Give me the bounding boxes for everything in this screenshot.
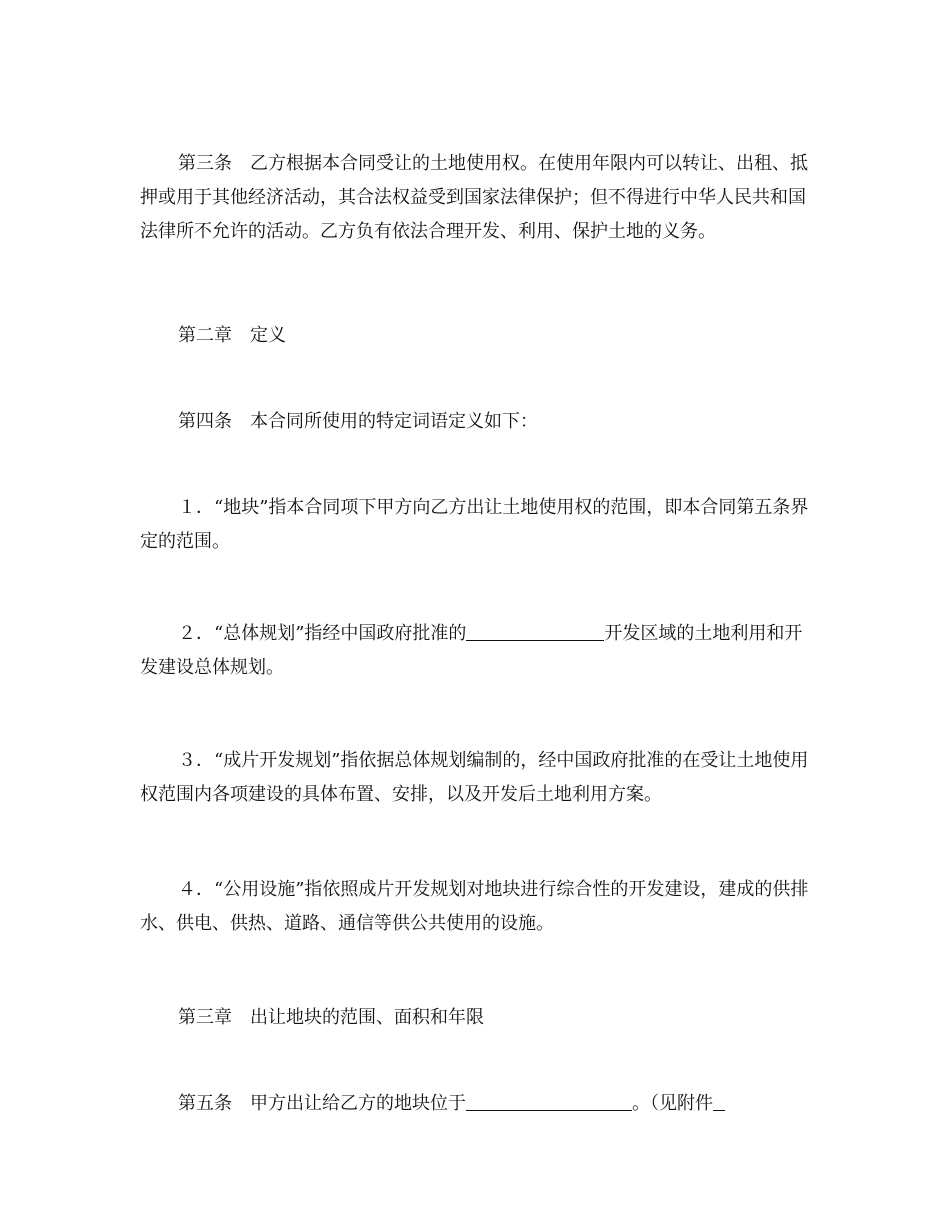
article-4-paragraph: 第四条 本合同所使用的特定词语定义如下： xyxy=(178,411,538,432)
definition-2-paragraph xyxy=(140,617,812,685)
chapter-2-heading: 第二章 定义 xyxy=(178,325,286,346)
chapter-3-heading: 第三章 出让地块的范围、面积和年限 xyxy=(178,1007,484,1028)
definition-2-text-start: ２．“总体规划”指经中国政府批准的 xyxy=(178,623,467,644)
article-5-text-end: 。（见附件 xyxy=(632,1093,713,1114)
definition-3-paragraph: ３．“成片开发规划”指依据总体规划编制的，经中国政府批准的在受让土地使用权范围内各项建设的具体布置、安排，以及开发后土地利用方案。 xyxy=(140,750,809,805)
article-3-paragraph: 第三条 乙方根据本合同受让的土地使用权。在使用年限内可以转让、出租、抵押或用于其他经济活动，其合法权益受到国家法律保护；但不得进行中华人民共和国法律所不允许的活动。乙方负有依法合理开发、利用、保护土地的义务。 xyxy=(140,153,808,242)
fill-in-blank-annex-number xyxy=(713,1092,725,1111)
article-5-paragraph xyxy=(140,1087,812,1121)
fill-in-blank-development-zone xyxy=(466,622,604,641)
definition-1-paragraph: １．“地块”指本合同项下甲方向乙方出让土地使用权的范围，即本合同第五条界定的范围。 xyxy=(140,497,809,552)
fill-in-blank-parcel-location xyxy=(466,1092,632,1111)
definition-2-text-end: 开发区域的土地利用和开发建设总体规划。 xyxy=(140,623,803,678)
definition-4-paragraph: ４．“公用设施”指依照成片开发规划对地块进行综合性的开发建设，建成的供排水、供电、供热、道路、通信等供公共使用的设施。 xyxy=(140,879,809,934)
article-5-text-start: 第五条 甲方出让给乙方的地块位于 xyxy=(178,1093,466,1114)
